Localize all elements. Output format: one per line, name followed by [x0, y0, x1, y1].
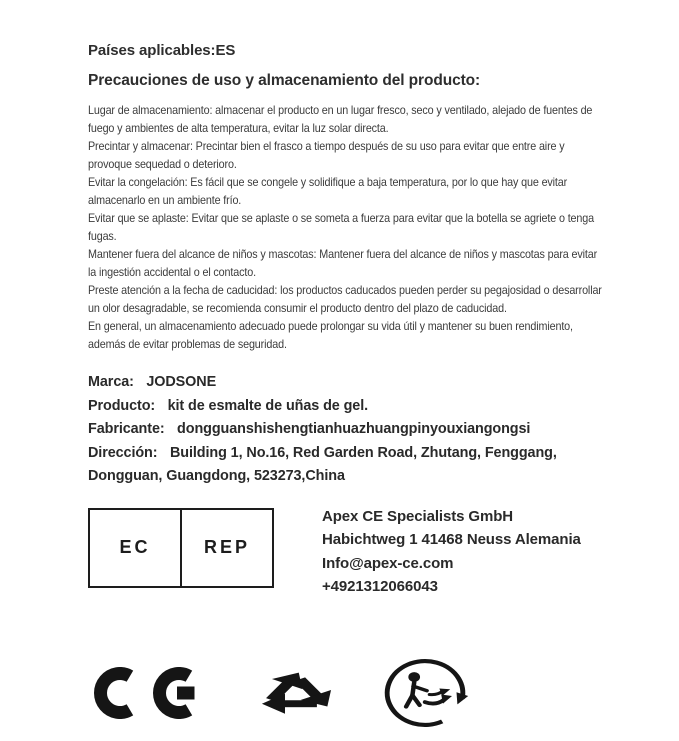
precautions-heading: Precauciones de uso y almacenamiento del producto:	[88, 72, 481, 89]
product-info-row	[88, 394, 606, 418]
product-info-row	[88, 464, 606, 488]
product-field-value: kit de esmalte de uñas de gel.	[167, 396, 369, 414]
product-field-value: JODSONE	[146, 373, 217, 390]
product-field-label: Marca:	[88, 373, 134, 390]
precaution-line: Preste atención a la fecha de caducidad: los productos caducados pueden perder su pegajosidad o desarrollar	[88, 284, 602, 297]
precaution-line: Evitar que se aplaste: Evitar que se aplaste o se someta a fuerza para evitar que la botella se agriete o tenga	[88, 212, 594, 225]
product-info-row	[88, 417, 606, 441]
precaution-line: Mantener fuera del alcance de niños y mascotas: Mantener fuera del alcance de niños y mascotas para evitar	[88, 248, 598, 261]
ec-rep-right-cell: REP	[180, 510, 272, 586]
product-info	[88, 370, 606, 488]
ec-rep-symbol	[88, 508, 274, 588]
product-info-row	[88, 370, 606, 394]
representative-line: +4921312066043	[322, 578, 438, 595]
precautions-text	[88, 102, 602, 354]
compliance-marks	[88, 655, 628, 731]
document-content	[88, 42, 628, 731]
ec-rep-section	[88, 508, 628, 599]
ce-mark-icon	[88, 667, 212, 719]
page-title: Países aplicables:ES	[88, 42, 236, 59]
product-field-label: Fabricante:	[88, 420, 165, 437]
product-field-value: Dongguan, Guangdong, 523273,China	[88, 467, 345, 484]
precaution-line: Evitar la congelación: Es fácil que se congele y solidifique a baja temperatura, por lo que hay que evitar	[88, 176, 568, 189]
precaution-line: provoque sequedad o deterioro.	[88, 158, 237, 171]
recycling-icon	[241, 664, 351, 722]
ec-rep-left-cell: EC	[119, 537, 151, 557]
precaution-line: Precintar y almacenar: Precintar bien el frasco a tiempo después de su uso para evitar que entre aire y	[88, 140, 565, 153]
triman-icon	[380, 655, 470, 731]
representative-line: Apex CE Specialists GmbH	[322, 507, 513, 525]
product-field-value: dongguanshishengtianhuazhuangpinyouxiangongsi	[177, 420, 531, 437]
precaution-line: además de evitar problemas de seguridad.	[88, 338, 287, 351]
precaution-line: Lugar de almacenamiento: almacenar el producto en un lugar fresco, seco y ventilado, alejado de fuentes de	[88, 104, 593, 117]
representative-line: Info@apex-ce.com	[322, 554, 454, 572]
precaution-line: un olor desagradable, se recomienda consumir el producto dentro del plazo de caducidad.	[88, 302, 507, 315]
precaution-line: fuego y ambientes de alta temperatura, evitar la luz solar directa.	[88, 122, 389, 135]
product-field-label: Dirección:	[88, 443, 158, 461]
precaution-line: En general, un almacenamiento adecuado puede prolongar su vida útil y mantener su buen rendimiento,	[88, 320, 573, 333]
precaution-line: almacenarlo en un ambiente frío.	[88, 194, 242, 207]
representative-line: Habichtweg 1 41468 Neuss Alemania	[322, 531, 581, 548]
product-info-row	[88, 441, 606, 465]
product-field-label: Producto:	[88, 396, 156, 414]
representative-address	[322, 505, 581, 599]
product-field-value: Building 1, No.16, Red Garden Road, Zhutang, Fenggang,	[169, 443, 557, 461]
precaution-line: la ingestión accidental o el contacto.	[88, 266, 256, 279]
precaution-line: fugas.	[88, 230, 117, 243]
